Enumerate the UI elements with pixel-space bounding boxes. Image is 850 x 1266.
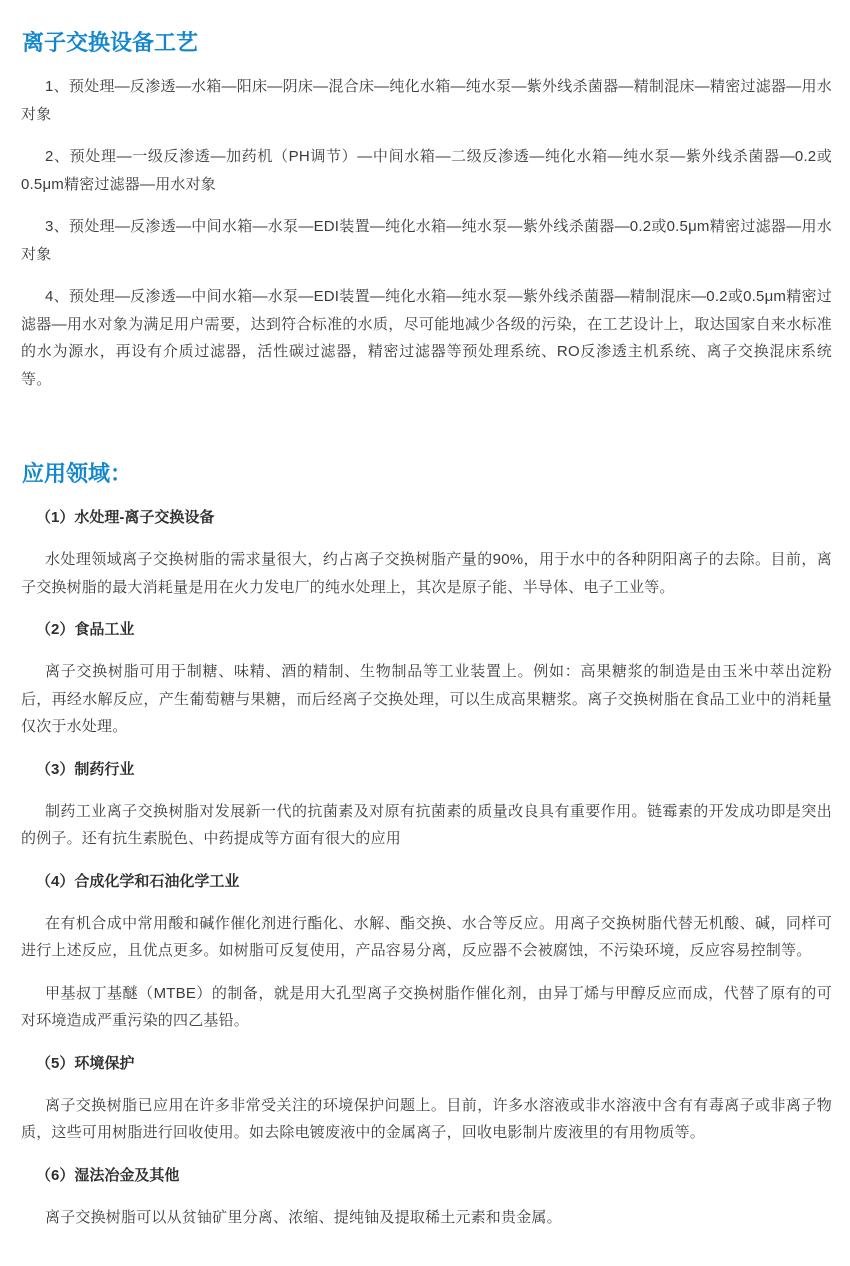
applications-section-title: 应用领域：	[22, 461, 133, 486]
application-6-heading: （6）湿法冶金及其他	[36, 1166, 180, 1184]
process-step-2: 2、预处理—一级反渗透—加药机（PH调节）—中间水箱—二级反渗透—纯化水箱—纯水泵—紫外线杀菌器—0.2或0.5μm精密过滤器—用水对象	[21, 148, 832, 193]
process-step-1: 1、预处理—反渗透—水箱—阳床—阴床—混合床—纯化水箱—纯水泵—紫外线杀菌器—精制混床—精密过滤器—用水对象	[21, 78, 832, 123]
application-4-paragraph-1: 在有机合成中常用酸和碱作催化剂进行酯化、水解、酯交换、水合等反应。用离子交换树脂代替无机酸、碱，同样可进行上述反应，且优点更多。如树脂可反复使用，产品容易分离，反应器不会被腐蚀，不污染环境，反应容易控制等。	[21, 914, 832, 959]
application-3-heading: （3）制药行业	[36, 760, 135, 778]
application-1-heading: （1）水处理-离子交换设备	[36, 509, 215, 526]
application-5-heading: （5）环境保护	[36, 1054, 135, 1072]
process-section-title: 离子交换设备工艺	[22, 30, 199, 55]
application-4-heading: （4）合成化学和石油化学工业	[36, 872, 240, 890]
application-2-paragraph: 离子交换树脂可用于制糖、味精、酒的精制、生物制品等工业装置上。例如：高果糖浆的制造是由玉米中萃出淀粉后，再经水解反应，产生葡萄糖与果糖，而后经离子交换处理，可以生成高果糖浆。离子交换树脂在食品工业中的消耗量仅次于水处理。	[21, 663, 832, 735]
document-page	[0, 28, 850, 1266]
process-step-3: 3、预处理—反渗透—中间水箱—水泵—EDI装置—纯化水箱—纯水泵—紫外线杀菌器—0.2或0.5μm精密过滤器—用水对象	[21, 218, 832, 263]
process-step-4: 4、预处理—反渗透—中间水箱—水泵—EDI装置—纯化水箱—纯水泵—紫外线杀菌器—精制混床—0.2或0.5μm精密过滤器—用水对象为满足用户需要，达到符合标准的水质，尽可能地减少各级的污染，在工艺设计上，取达国家自来水标准的水为源水，再设有介质过滤器，活性碳过滤器，精密过滤器等预处理系统、RO反渗透主机系统、离子交换混床系统等。	[21, 288, 832, 388]
application-2-heading: （2）食品工业	[36, 621, 135, 638]
application-4-paragraph-2: 甲基叔丁基醚（MTBE）的制备，就是用大孔型离子交换树脂作催化剂，由异丁烯与甲醇反应而成，代替了原有的可对环境造成严重污染的四乙基铅。	[21, 984, 832, 1029]
application-5-paragraph: 离子交换树脂已应用在许多非常受关注的环境保护问题上。目前，许多水溶液或非水溶液中含有有毒离子或非离子物质，这些可用树脂进行回收使用。如去除电镀废液中的金属离子，回收电影制片废液里的有用物质等。	[21, 1096, 832, 1141]
application-3-paragraph: 制药工业离子交换树脂对发展新一代的抗菌素及对原有抗菌素的质量改良具有重要作用。链霉素的开发成功即是突出的例子。还有抗生素脱色、中药提成等方面有很大的应用	[21, 802, 832, 847]
application-6-paragraph: 离子交换树脂可以从贫铀矿里分离、浓缩、提纯铀及提取稀土元素和贵金属。	[45, 1208, 562, 1226]
application-1-paragraph: 水处理领域离子交换树脂的需求量很大，约占离子交换树脂产量的90%，用于水中的各种阴阳离子的去除。目前，离子交换树脂的最大消耗量是用在火力发电厂的纯水处理上，其次是原子能、半导体、电子工业等。	[21, 551, 832, 596]
